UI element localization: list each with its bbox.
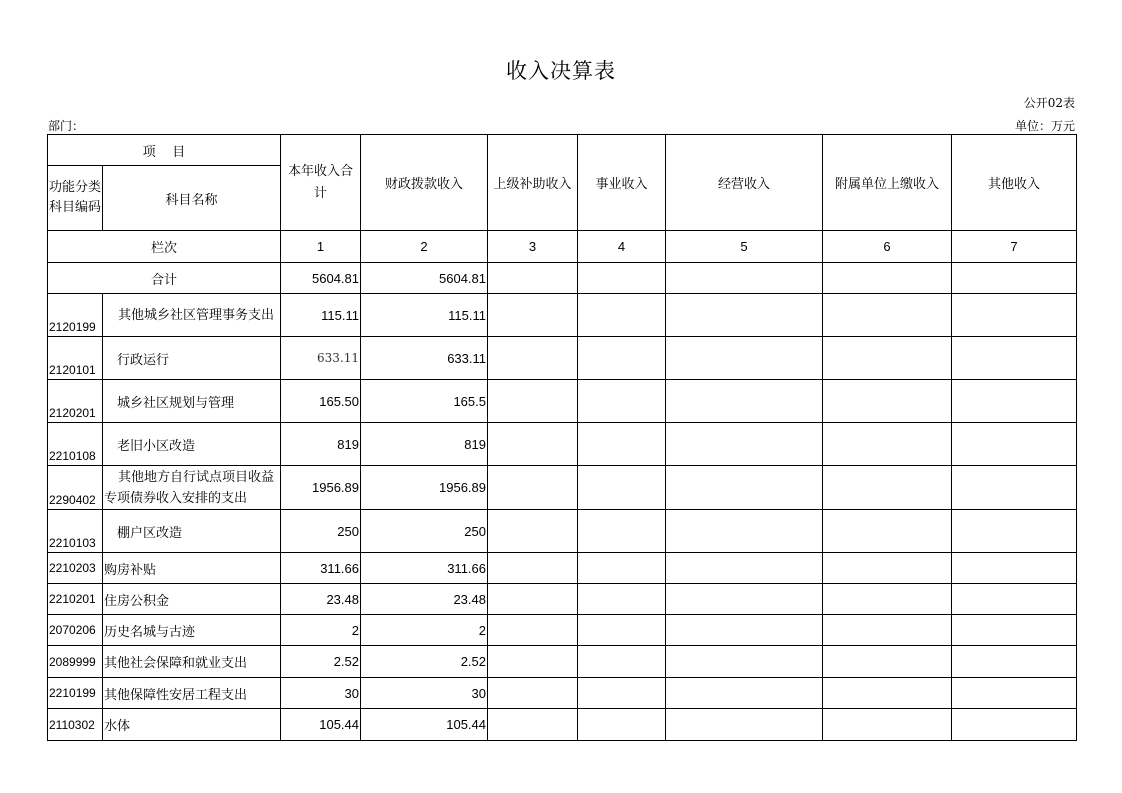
row-total: 105.44 xyxy=(281,709,361,741)
table-row xyxy=(48,337,1077,380)
unit-label: 单位：万元 xyxy=(1014,119,1075,133)
header-fiscal: 财政拨款收入 xyxy=(361,135,488,231)
row-name: 购房补贴 xyxy=(103,553,281,584)
column-index-3: 3 xyxy=(488,231,578,263)
total-row-operating xyxy=(666,263,823,294)
row-code: 2089999 xyxy=(48,646,103,678)
page-title: 收入决算表 xyxy=(506,59,616,83)
row-operating xyxy=(666,294,823,337)
header-total: 本年收入合计 xyxy=(281,135,361,231)
row-name: 其他保障性安居工程支出 xyxy=(103,678,281,709)
table-row xyxy=(48,553,1077,584)
row-affiliated xyxy=(823,678,952,709)
header-superior: 上级补助收入 xyxy=(488,135,578,231)
row-code: 2210201 xyxy=(48,584,103,615)
table-row xyxy=(48,584,1077,615)
row-business xyxy=(578,553,666,584)
column-index-4: 4 xyxy=(578,231,666,263)
row-business xyxy=(578,337,666,380)
row-name: 城乡社区规划与管理 xyxy=(103,380,281,423)
row-affiliated xyxy=(823,646,952,678)
total-row-other xyxy=(952,263,1077,294)
column-index-1: 1 xyxy=(281,231,361,263)
row-other xyxy=(952,709,1077,741)
column-index-5: 5 xyxy=(666,231,823,263)
total-row-fiscal: 5604.81 xyxy=(361,263,488,294)
row-operating xyxy=(666,510,823,553)
income-table xyxy=(47,134,1077,741)
total-row-affiliated xyxy=(823,263,952,294)
row-operating xyxy=(666,466,823,510)
table-row xyxy=(48,380,1077,423)
row-business xyxy=(578,678,666,709)
row-affiliated xyxy=(823,615,952,646)
row-business xyxy=(578,294,666,337)
row-name: 其他城乡社区管理事务支出 xyxy=(103,294,281,337)
department-label: 部门： xyxy=(48,119,85,133)
row-superior xyxy=(488,294,578,337)
row-code: 2070206 xyxy=(48,615,103,646)
total-row-business xyxy=(578,263,666,294)
table-row xyxy=(48,466,1077,510)
row-fiscal: 165.5 xyxy=(361,380,488,423)
row-other xyxy=(952,423,1077,466)
table-row xyxy=(48,615,1077,646)
row-superior xyxy=(488,678,578,709)
row-other xyxy=(952,584,1077,615)
total-row-label: 合计 xyxy=(48,263,281,294)
row-operating xyxy=(666,678,823,709)
table-row xyxy=(48,646,1077,678)
row-business xyxy=(578,380,666,423)
row-affiliated xyxy=(823,466,952,510)
row-business xyxy=(578,510,666,553)
row-affiliated xyxy=(823,709,952,741)
row-affiliated xyxy=(823,584,952,615)
column-index-label: 栏次 xyxy=(48,231,281,263)
row-code: 2120201 xyxy=(48,380,103,423)
table-row xyxy=(48,510,1077,553)
row-business xyxy=(578,584,666,615)
row-other xyxy=(952,646,1077,678)
row-name: 其他地方自行试点项目收益专项债券收入安排的支出 xyxy=(103,466,281,510)
row-total: 115.11 xyxy=(281,294,361,337)
row-operating xyxy=(666,709,823,741)
row-total: 250 xyxy=(281,510,361,553)
row-superior xyxy=(488,553,578,584)
column-index-2: 2 xyxy=(361,231,488,263)
header-affiliated: 附属单位上缴收入 xyxy=(823,135,952,231)
row-other xyxy=(952,380,1077,423)
row-name: 老旧小区改造 xyxy=(103,423,281,466)
row-affiliated xyxy=(823,294,952,337)
row-operating xyxy=(666,423,823,466)
row-operating xyxy=(666,337,823,380)
row-other xyxy=(952,466,1077,510)
row-operating xyxy=(666,615,823,646)
row-other xyxy=(952,615,1077,646)
row-fiscal: 819 xyxy=(361,423,488,466)
row-total: 311.66 xyxy=(281,553,361,584)
row-superior xyxy=(488,380,578,423)
header-operating: 经营收入 xyxy=(666,135,823,231)
row-fiscal: 105.44 xyxy=(361,709,488,741)
row-business xyxy=(578,466,666,510)
row-fiscal: 23.48 xyxy=(361,584,488,615)
row-total: 2 xyxy=(281,615,361,646)
row-fiscal: 2.52 xyxy=(361,646,488,678)
row-affiliated xyxy=(823,380,952,423)
row-code: 2120199 xyxy=(48,294,103,337)
row-fiscal: 250 xyxy=(361,510,488,553)
row-total: 819 xyxy=(281,423,361,466)
row-superior xyxy=(488,709,578,741)
row-other xyxy=(952,294,1077,337)
total-row-superior xyxy=(488,263,578,294)
row-other xyxy=(952,337,1077,380)
header-other: 其他收入 xyxy=(952,135,1077,231)
row-total: 1956.89 xyxy=(281,466,361,510)
row-name: 水体 xyxy=(103,709,281,741)
row-other xyxy=(952,553,1077,584)
row-fiscal: 115.11 xyxy=(361,294,488,337)
row-code: 2210199 xyxy=(48,678,103,709)
row-fiscal: 1956.89 xyxy=(361,466,488,510)
table-row xyxy=(48,294,1077,337)
row-superior xyxy=(488,337,578,380)
row-name: 棚户区改造 xyxy=(103,510,281,553)
row-total: 633.11 xyxy=(281,337,361,380)
form-number: 公开02表 xyxy=(1023,96,1075,110)
row-operating xyxy=(666,380,823,423)
row-fiscal: 633.11 xyxy=(361,337,488,380)
row-code: 2210203 xyxy=(48,553,103,584)
row-code: 2210108 xyxy=(48,423,103,466)
row-superior xyxy=(488,615,578,646)
row-business xyxy=(578,615,666,646)
row-affiliated xyxy=(823,553,952,584)
column-index-6: 6 xyxy=(823,231,952,263)
row-operating xyxy=(666,553,823,584)
header-subject-name: 科目名称 xyxy=(103,166,281,231)
row-code: 2210103 xyxy=(48,510,103,553)
header-item: 项 目 xyxy=(48,135,281,166)
column-index-7: 7 xyxy=(952,231,1077,263)
row-superior xyxy=(488,510,578,553)
row-superior xyxy=(488,466,578,510)
table-row xyxy=(48,678,1077,709)
row-code: 2110302 xyxy=(48,709,103,741)
row-total: 2.52 xyxy=(281,646,361,678)
row-operating xyxy=(666,584,823,615)
row-business xyxy=(578,646,666,678)
header-func-code: 功能分类科目编码 xyxy=(48,166,103,231)
row-superior xyxy=(488,584,578,615)
row-fiscal: 311.66 xyxy=(361,553,488,584)
row-business xyxy=(578,709,666,741)
row-name: 行政运行 xyxy=(103,337,281,380)
table-row xyxy=(48,709,1077,741)
row-superior xyxy=(488,646,578,678)
total-row-total: 5604.81 xyxy=(281,263,361,294)
row-name: 其他社会保障和就业支出 xyxy=(103,646,281,678)
table-row xyxy=(48,423,1077,466)
row-name: 历史名城与古迹 xyxy=(103,615,281,646)
row-other xyxy=(952,510,1077,553)
row-total: 23.48 xyxy=(281,584,361,615)
row-affiliated xyxy=(823,423,952,466)
header-business: 事业收入 xyxy=(578,135,666,231)
row-fiscal: 30 xyxy=(361,678,488,709)
row-code: 2120101 xyxy=(48,337,103,380)
row-total: 30 xyxy=(281,678,361,709)
row-affiliated xyxy=(823,510,952,553)
row-code: 2290402 xyxy=(48,466,103,510)
row-superior xyxy=(488,423,578,466)
row-affiliated xyxy=(823,337,952,380)
row-fiscal: 2 xyxy=(361,615,488,646)
row-business xyxy=(578,423,666,466)
row-other xyxy=(952,678,1077,709)
row-total: 165.50 xyxy=(281,380,361,423)
row-name: 住房公积金 xyxy=(103,584,281,615)
row-operating xyxy=(666,646,823,678)
